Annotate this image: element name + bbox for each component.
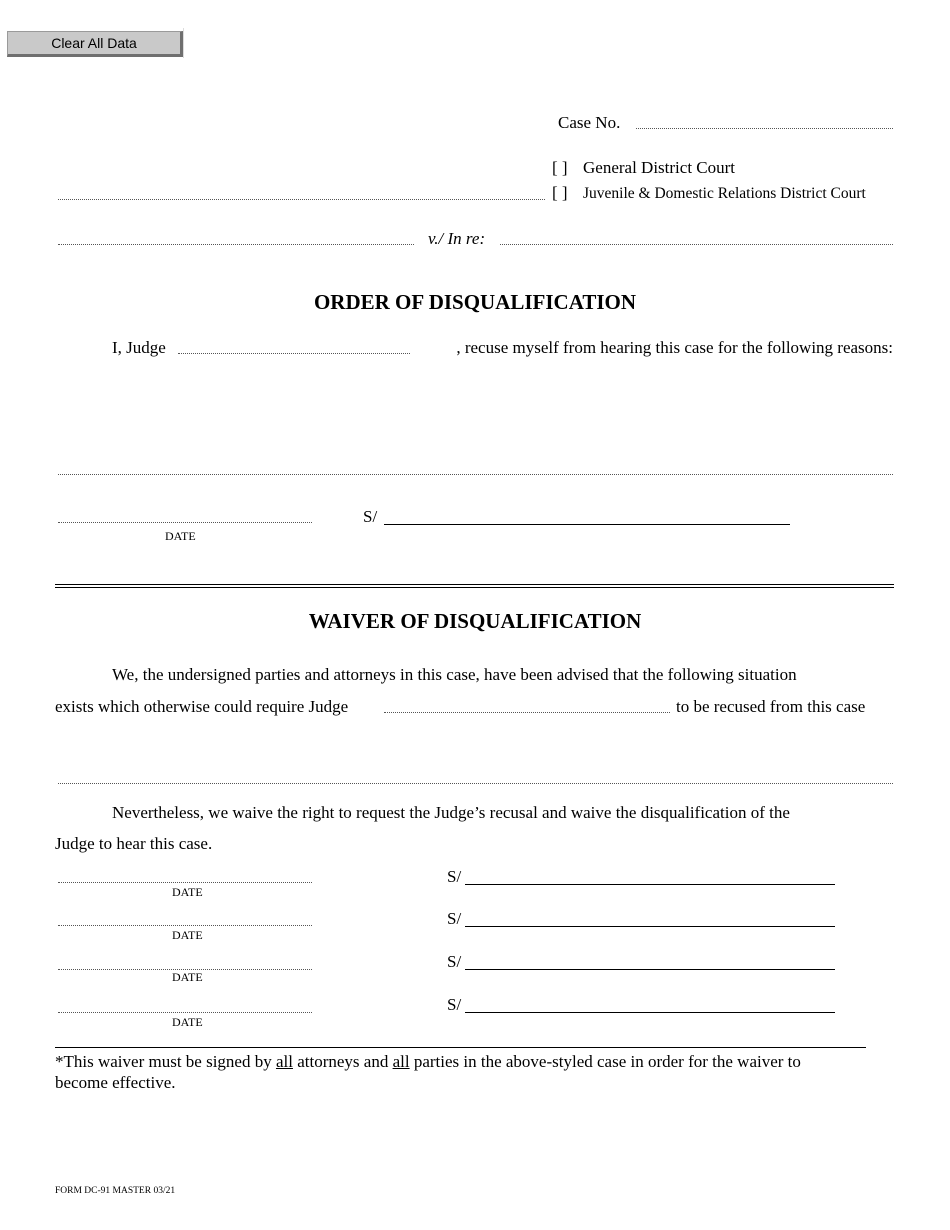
defendant-field[interactable]: [500, 244, 893, 245]
order-reasons-field[interactable]: [58, 474, 893, 475]
clear-all-data-button[interactable]: Clear All Data: [7, 31, 183, 57]
case-no-label: Case No.: [558, 113, 621, 132]
waiver-sig-prefix: S/: [447, 995, 462, 1014]
court-name-field[interactable]: [58, 199, 545, 200]
waiver-sig-prefix: S/: [447, 952, 462, 971]
waiver-date-label: DATE: [172, 928, 203, 942]
case-no-field[interactable]: [636, 128, 893, 129]
vs-label: v./ In re:: [428, 229, 486, 248]
waiver-para2-line1: Nevertheless, we waive the right to request the Judge’s recusal and waive the disqualification of the: [112, 803, 790, 822]
order-judge-suffix: , recuse myself from hearing this case for the following reasons:: [456, 338, 893, 357]
waiver-signature-line[interactable]: [465, 1012, 835, 1013]
footnote-line1: *This waiver must be signed by all attorneys and all parties in the above-styled case in order for the waiver to: [55, 1052, 801, 1071]
jdr-label: Juvenile & Domestic Relations District Court: [583, 185, 866, 202]
footnote-line2: become effective.: [55, 1073, 176, 1092]
jdr-checkbox[interactable]: [ ]: [552, 183, 568, 202]
order-signature-line[interactable]: [384, 524, 790, 525]
order-sig-prefix: S/: [363, 507, 378, 526]
waiver-signature-line[interactable]: [465, 884, 835, 885]
order-judge-name-field[interactable]: [178, 353, 410, 354]
waiver-para1-line1: We, the undersigned parties and attorneys in this case, have been advised that the following situation: [112, 665, 797, 684]
order-date-label: DATE: [165, 529, 196, 543]
waiver-date-label: DATE: [172, 970, 203, 984]
plaintiff-field[interactable]: [58, 244, 414, 245]
waiver-para2-line2: Judge to hear this case.: [55, 834, 213, 853]
order-title: ORDER OF DISQUALIFICATION: [313, 290, 637, 314]
waiver-judge-name-field[interactable]: [384, 712, 670, 713]
toolbar-divider: [183, 28, 184, 58]
form-id: FORM DC-91 MASTER 03/21: [55, 1186, 176, 1196]
section-divider: [55, 584, 894, 588]
waiver-signature-line[interactable]: [465, 926, 835, 927]
general-district-label: General District Court: [583, 158, 736, 177]
waiver-para1-line2-prefix: exists which otherwise could require Judge: [55, 697, 349, 716]
waiver-situation-field[interactable]: [58, 783, 893, 784]
waiver-date-field[interactable]: [58, 882, 312, 883]
waiver-date-field[interactable]: [58, 1012, 312, 1013]
footnote-rule: [55, 1047, 866, 1048]
waiver-sig-prefix: S/: [447, 909, 462, 928]
waiver-date-label: DATE: [172, 885, 203, 899]
waiver-date-field[interactable]: [58, 925, 312, 926]
waiver-para1-line2-suffix: to be recused from this case: [676, 697, 866, 716]
waiver-sig-prefix: S/: [447, 867, 462, 886]
waiver-signature-line[interactable]: [465, 969, 835, 970]
order-date-field[interactable]: [58, 522, 312, 523]
order-judge-prefix: I, Judge: [112, 338, 166, 357]
general-district-checkbox[interactable]: [ ]: [552, 158, 568, 177]
waiver-title: WAIVER OF DISQUALIFICATION: [308, 609, 642, 633]
waiver-date-label: DATE: [172, 1015, 203, 1029]
